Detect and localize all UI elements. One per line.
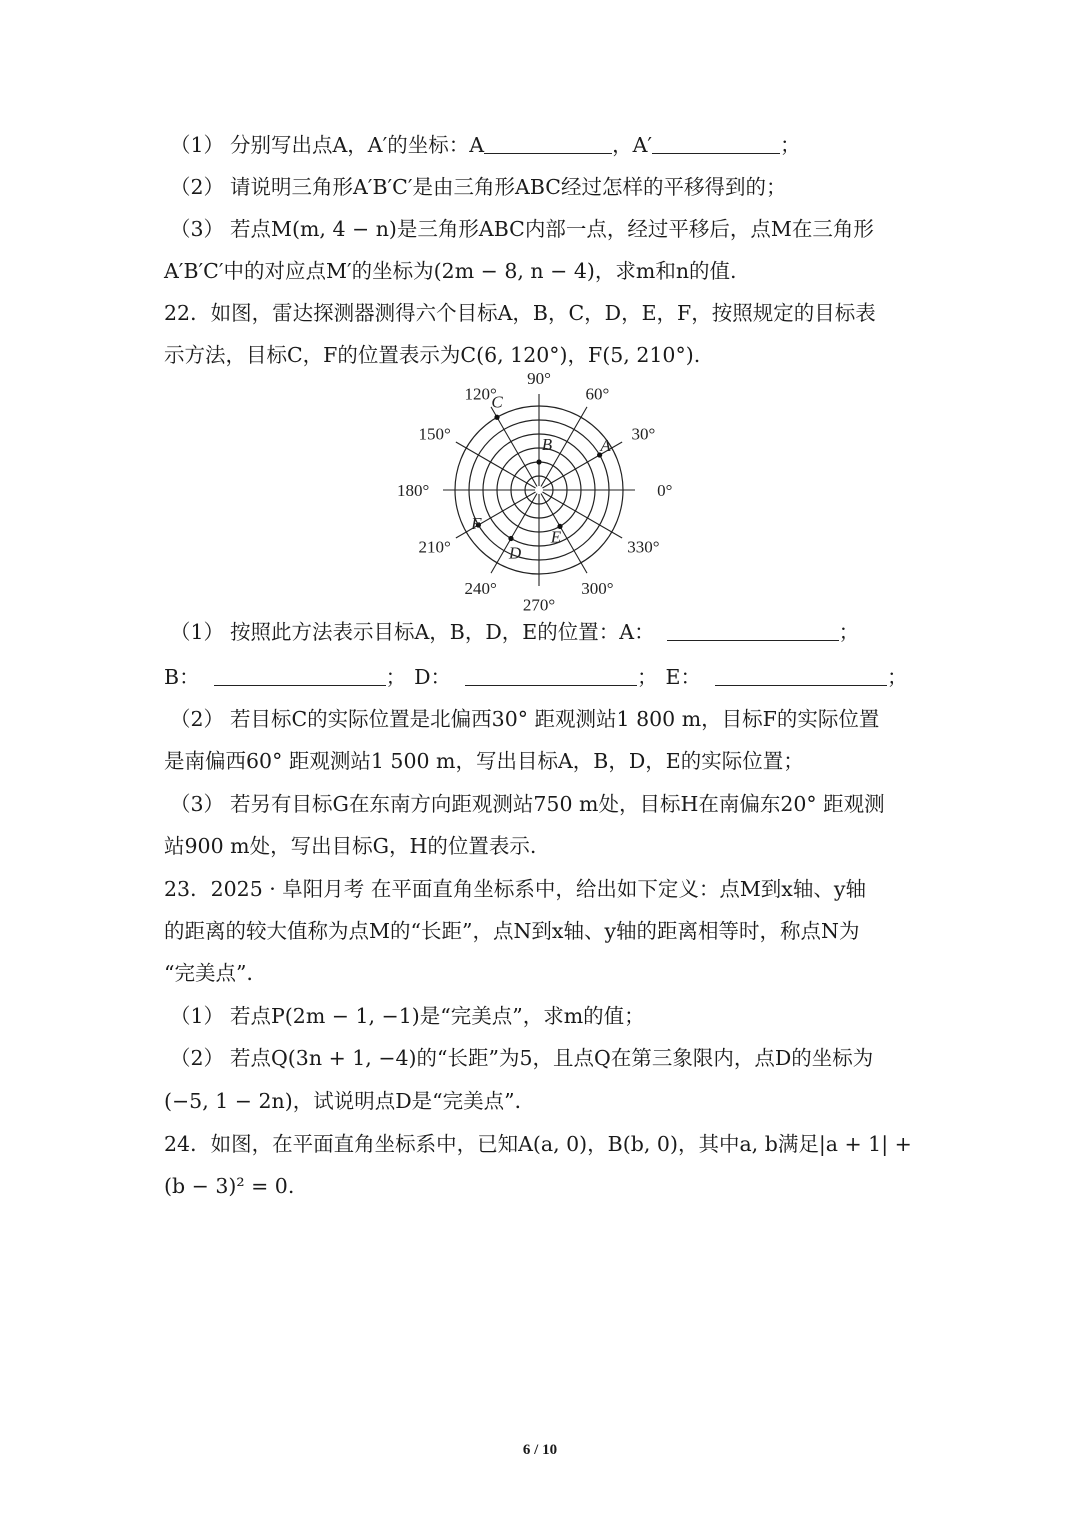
q22-part3-text-1: 若另有目标G在东南方向距观测站750 m处，目标H在南偏东20° 距观测 [230, 792, 885, 816]
answer-blank-target-b[interactable] [214, 665, 386, 686]
q22-e-label: E： [665, 665, 701, 689]
q22-part2-text-1: 若目标C的实际位置是北偏西30° 距观测站1 800 m，目标F的实际位置 [230, 707, 880, 731]
q22-part2-cont: 是南偏西60° 距观测站1 500 m，写出目标A，B，D，E的实际位置； [164, 749, 804, 773]
q22-part1-blanks [164, 662, 907, 692]
q22-part1-text: 按照此方法表示目标A，B，D，E的位置：A： [230, 620, 655, 644]
q22-e-end: ； [886, 665, 908, 689]
q23-part1-label: （1） [170, 1004, 225, 1028]
q21-part1-label: （1） [170, 133, 225, 157]
q22-part2-label: （2） [170, 707, 225, 731]
q21-part3 [170, 214, 874, 244]
radar-target-label: A [600, 436, 611, 455]
answer-blank-target-e[interactable] [715, 665, 887, 686]
q21-part2-label: （2） [170, 175, 225, 199]
q23-intro-3: “完美点”． [164, 961, 267, 985]
q22-b-label: B： [164, 665, 200, 689]
page-number: 6 / 10 [522, 1442, 558, 1458]
radar-angle-label: 90° [527, 369, 551, 388]
radar-target-label: E [550, 527, 562, 547]
q23-part2 [170, 1043, 873, 1073]
radar-spoke [456, 442, 536, 488]
answer-blank-a-prime[interactable] [652, 133, 780, 154]
radar-target-label: F [471, 514, 482, 533]
radar-target-point [494, 415, 499, 420]
q22-part2 [170, 704, 879, 734]
radar-angle-label: 240° [464, 578, 497, 598]
q24-intro-2: (b − 3)² = 0. [164, 1174, 295, 1198]
q23-intro-2: 的距离的较大值称为点M的“长距”，点N到x轴、y轴的距离相等时，称点N为 [164, 919, 860, 943]
q22-part1-label: （1） [170, 620, 225, 644]
q21-part3-cont: A′B′C′中的对应点M′的坐标为(2m − 8, n − 4)，求m和n的值. [164, 259, 737, 283]
radar-target-point [536, 459, 541, 464]
radar-angle-label: 300° [581, 578, 614, 598]
radar-angle-label: 330° [627, 537, 660, 557]
q22-d-label: D： [414, 665, 452, 689]
q22-b-end: ； [385, 665, 407, 689]
q21-part1 [170, 130, 801, 160]
radar-diagram [397, 369, 673, 615]
q21-part1-sep: ，A′ [612, 133, 653, 157]
q23-part1 [170, 1001, 645, 1031]
q21-part3-label: （3） [170, 217, 225, 241]
q22-part3 [170, 789, 885, 819]
radar-angle-label: 60° [585, 384, 610, 404]
radar-target-label: B [541, 435, 553, 454]
radar-angle-label: 270° [522, 595, 556, 615]
q22-intro-2: 示方法，目标C，F的位置表示为C(6, 120°)，F(5, 210°). [164, 343, 701, 367]
radar-spoke [456, 492, 536, 538]
q21-part2 [170, 172, 786, 202]
radar-target-label: D [508, 543, 522, 563]
q21-part1-text: 分别写出点A，A′的坐标：A [230, 133, 485, 157]
q23-part2-label: （2） [170, 1046, 225, 1070]
radar-angle-label: 150° [418, 424, 451, 444]
answer-blank-a[interactable] [484, 133, 612, 154]
q22-d-end: ； [637, 665, 658, 689]
q22-intro-1: 22．如图，雷达探测器测得六个目标A，B，C，D，E，F，按照规定的目标表 [164, 301, 876, 325]
q23-part2-text-1: 若点Q(3n + 1, −4)的“长距”为5，且点Q在第三象限内，点D的坐标为 [230, 1046, 874, 1070]
radar-angle-label: 30° [631, 424, 656, 444]
q23-part2-cont: (−5, 1 − 2n)，试说明点D是“完美点”． [164, 1089, 536, 1113]
q21-part1-end: ； [780, 133, 801, 157]
radar-spoke [541, 493, 587, 573]
radar-target-label: C [491, 392, 503, 412]
radar-angle-label: 0° [657, 481, 673, 500]
q22-part3-label: （3） [170, 792, 225, 816]
radar-target-point [508, 536, 513, 541]
q23-intro-1: 23．2025 · 阜阳月考 在平面直角坐标系中，给出如下定义：点M到x轴、y轴 [164, 877, 866, 901]
q24-intro-1: 24．如图，在平面直角坐标系中，已知A(a, 0)，B(b, 0)，其中a, b满足|a + 1| + [164, 1132, 912, 1156]
q22-part3-cont: 站900 m处，写出目标G，H的位置表示. [164, 834, 537, 858]
answer-blank-target-a[interactable] [667, 620, 839, 641]
q21-part2-text: 请说明三角形A′B′C′是由三角形ABC经过怎样的平移得到的； [230, 175, 787, 199]
radar-angle-label: 120° [464, 384, 497, 404]
answer-blank-target-d[interactable] [465, 665, 637, 686]
radar-angle-label: 180° [397, 481, 430, 500]
q21-part3-text-1: 若点M(m, 4 − n)是三角形ABC内部一点，经过平移后，点M在三角形 [230, 217, 874, 241]
radar-angle-label: 210° [418, 537, 451, 557]
q23-part1-text: 若点P(2m − 1, −1)是“完美点”，求m的值； [230, 1004, 645, 1028]
q22-part1-end: ； [838, 620, 860, 644]
q22-part1 [170, 617, 859, 647]
